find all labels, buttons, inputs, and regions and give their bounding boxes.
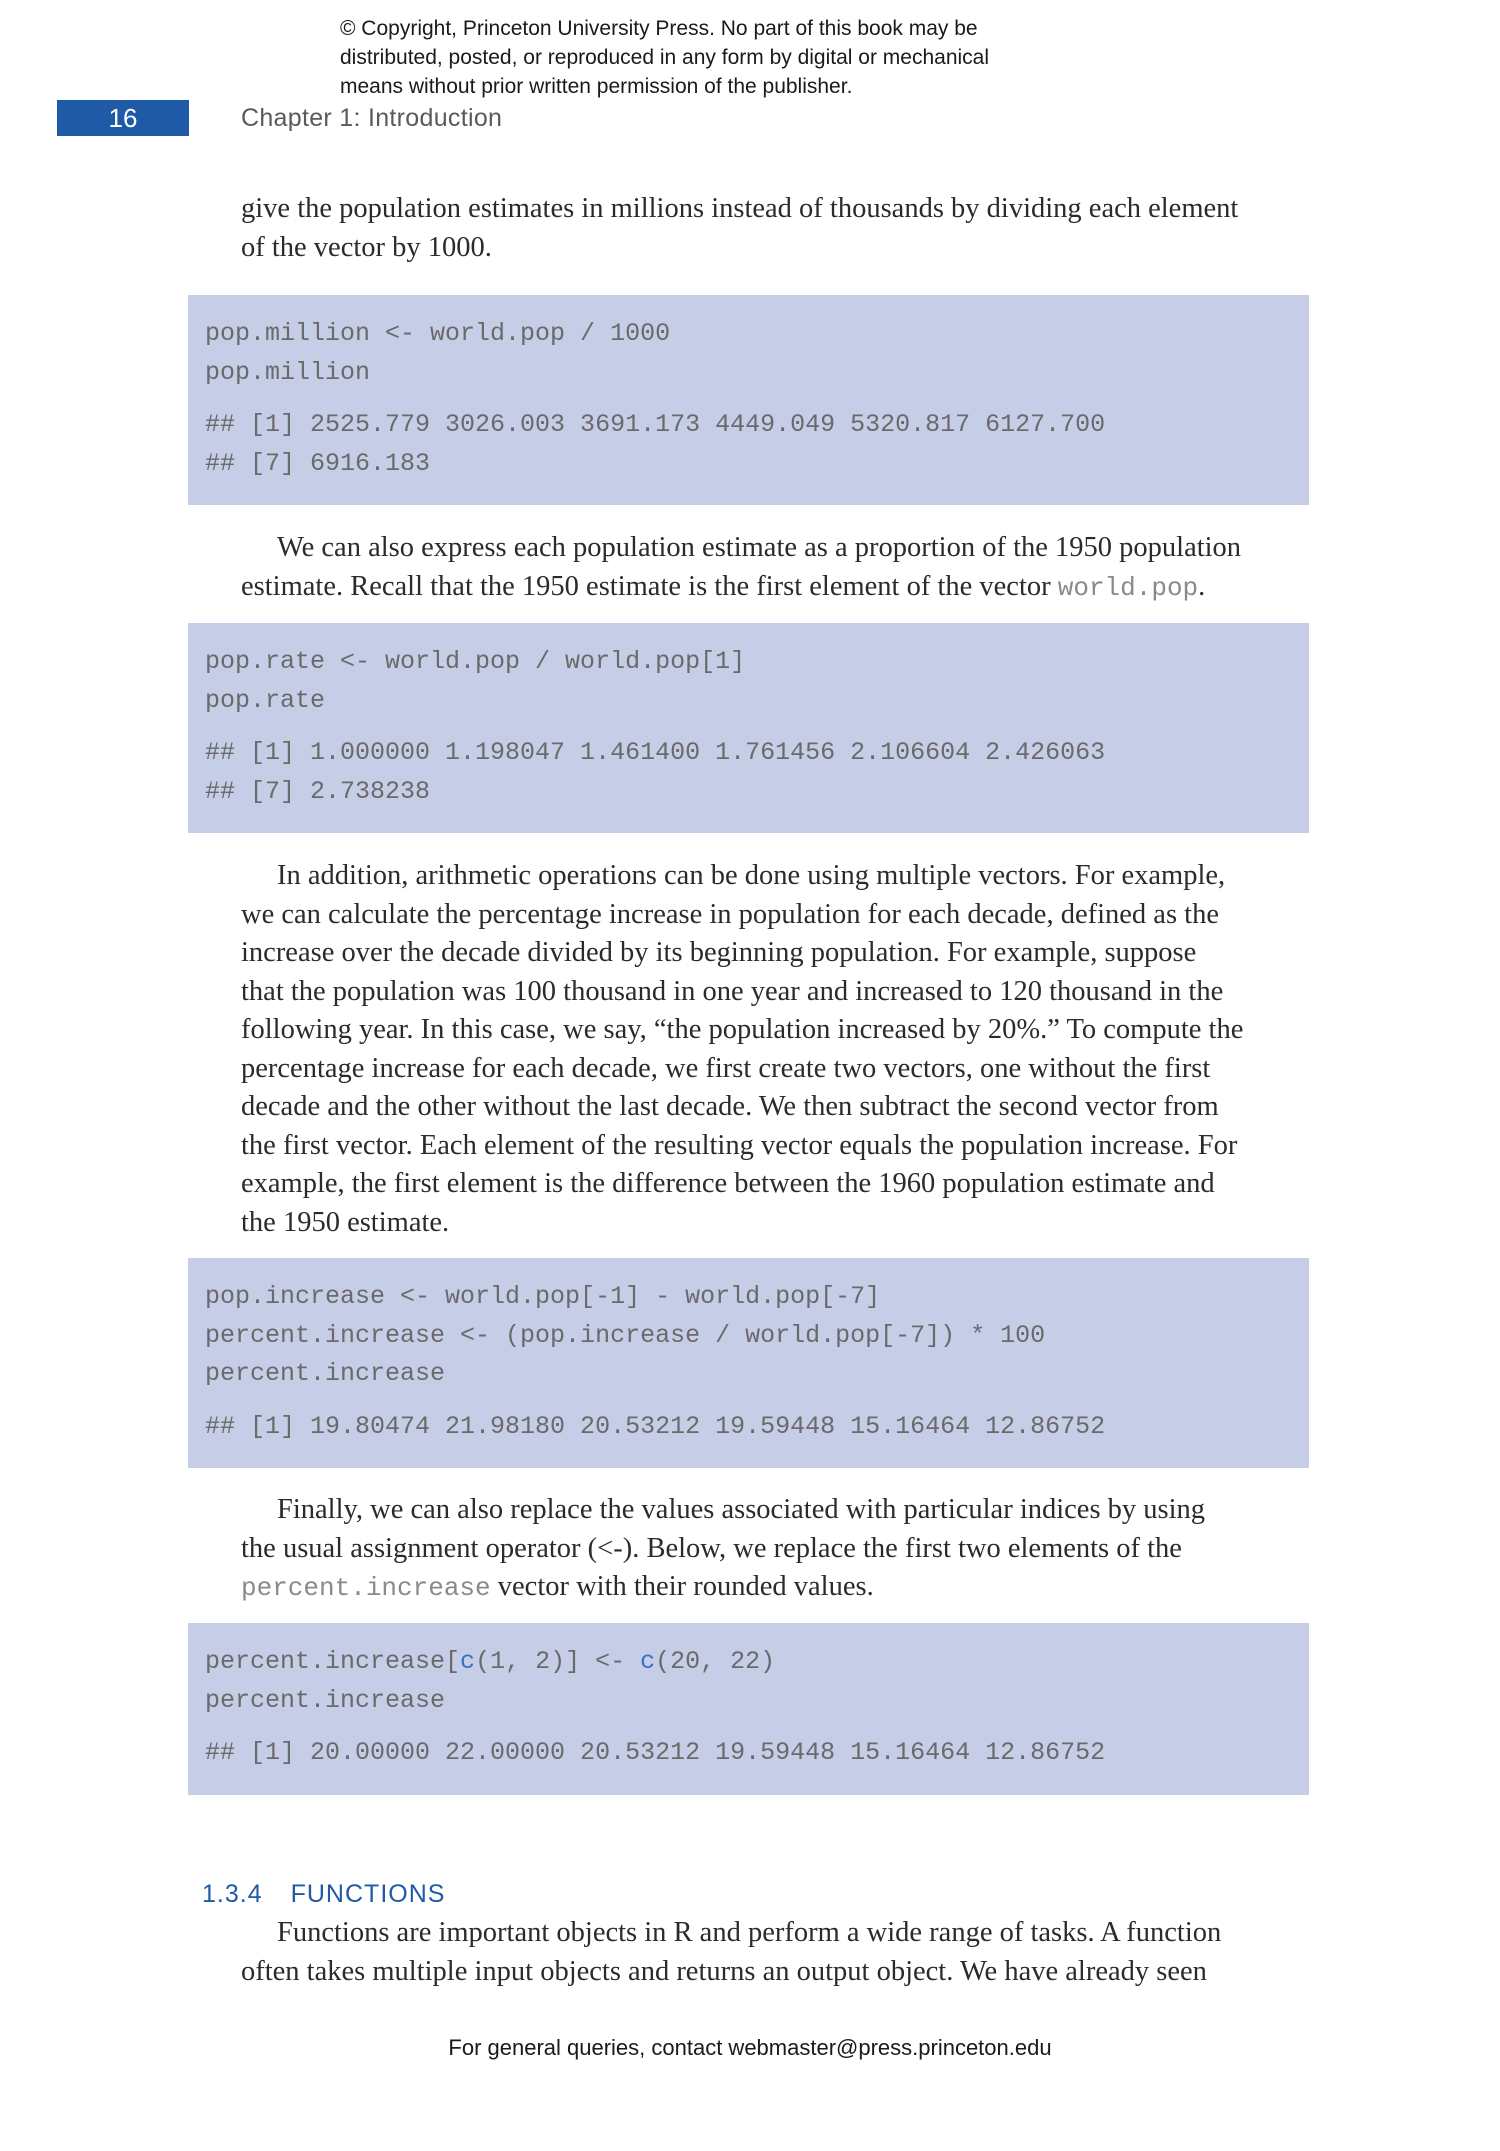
footer-contact: For general queries, contact webmaster@press.princeton.edu bbox=[448, 2035, 1052, 2060]
code-line: pop.rate bbox=[205, 685, 326, 715]
code-line: pop.rate <- world.pop / world.pop[1] bbox=[205, 647, 746, 676]
text-line: the 1950 estimate. bbox=[241, 1206, 450, 1238]
copyright-line: distributed, posted, or reproduced in any form by digital or mechanical bbox=[340, 46, 990, 69]
text-line: In addition, arithmetic operations can be done using multiple vectors. For example, bbox=[277, 860, 1226, 891]
output-line: ## [1] 1.000000 1.198047 1.461400 1.761456 2.106604 2.426063 bbox=[205, 738, 1106, 767]
code-line: pop.increase <- world.pop[-1] - world.pop[-7] bbox=[205, 1282, 881, 1311]
paragraph bbox=[241, 529, 1309, 607]
copyright-notice bbox=[340, 14, 1140, 101]
paragraph bbox=[241, 1491, 1309, 1608]
text-line: estimate. Recall that the 1950 estimate is the first element of the vector world.pop. bbox=[241, 570, 1206, 603]
code-block bbox=[188, 295, 1309, 505]
paragraph bbox=[241, 1914, 1309, 1991]
output-line: ## [7] 2.738238 bbox=[205, 776, 431, 806]
section-title: FUNCTIONS bbox=[290, 1880, 446, 1908]
text-line: percent.increase vector with their rounded values. bbox=[241, 1571, 874, 1603]
text-line: give the population estimates in millions instead of thousands by dividing each element bbox=[241, 193, 1239, 224]
text-line: Finally, we can also replace the values associated with particular indices by using bbox=[277, 1494, 1206, 1525]
section-number: 1.3.4 bbox=[202, 1880, 263, 1908]
running-head: Chapter 1: Introduction bbox=[241, 104, 503, 132]
text-line: often takes multiple input objects and returns an output object. We have already seen bbox=[241, 1955, 1207, 1987]
text-line: increase over the decade divided by its beginning population. For example, suppose bbox=[241, 937, 1197, 968]
code-line: percent.increase[c(1, 2)] <- c(20, 22) bbox=[205, 1647, 776, 1676]
code-block bbox=[188, 1623, 1309, 1795]
text-line: decade and the other without the last decade. We then subtract the second vector from bbox=[241, 1091, 1219, 1122]
text-line: example, the first element is the difference between the 1960 population estimate and bbox=[241, 1168, 1215, 1199]
code-block bbox=[188, 1258, 1309, 1468]
output-line: ## [1] 19.80474 21.98180 20.53212 19.59448 15.16464 12.86752 bbox=[205, 1411, 1106, 1441]
paragraph bbox=[241, 857, 1309, 1242]
output-line: ## [1] 20.00000 22.00000 20.53212 19.59448 15.16464 12.86752 bbox=[205, 1738, 1106, 1767]
text-line: following year. In this case, we say, “the population increased by 20%.” To compute the bbox=[241, 1014, 1244, 1045]
inline-code: percent.increase bbox=[241, 1573, 491, 1603]
text-line: of the vector by 1000. bbox=[241, 231, 492, 263]
copyright-line: © Copyright, Princeton University Press. No part of this book may be bbox=[340, 17, 978, 40]
text-line: Functions are important objects in R and perform a wide range of tasks. A function bbox=[277, 1917, 1222, 1948]
code-line: pop.million bbox=[205, 357, 371, 387]
text-line: that the population was 100 thousand in one year and increased to 120 thousand in the bbox=[241, 975, 1224, 1007]
text-line: percentage increase for each decade, we first create two vectors, one without the first bbox=[241, 1052, 1211, 1084]
inline-code: world.pop bbox=[1057, 572, 1199, 603]
section-heading bbox=[202, 1880, 445, 1909]
page-number: 16 bbox=[57, 100, 189, 136]
copyright-line: means without prior written permission of the publisher. bbox=[340, 75, 853, 98]
code-line: percent.increase <- (pop.increase / world.pop[-7]) * 100 bbox=[205, 1320, 1046, 1350]
code-block bbox=[188, 623, 1309, 833]
output-line: ## [1] 2525.779 3026.003 3691.173 4449.049 5320.817 6127.700 bbox=[205, 410, 1106, 439]
text-line: We can also express each population estimate as a proportion of the 1950 population bbox=[277, 532, 1242, 563]
code-line: percent.increase bbox=[205, 1685, 446, 1715]
text-line: the usual assignment operator (<-). Below, we replace the first two elements of the bbox=[241, 1532, 1182, 1564]
paragraph bbox=[241, 190, 1309, 267]
text-line: we can calculate the percentage increase in population for each decade, defined as the bbox=[241, 898, 1219, 930]
code-line: pop.million <- world.pop / 1000 bbox=[205, 319, 671, 348]
code-line: percent.increase bbox=[205, 1359, 446, 1388]
text-line: the first vector. Each element of the resulting vector equals the population increase. For bbox=[241, 1129, 1238, 1161]
output-line: ## [7] 6916.183 bbox=[205, 448, 431, 478]
